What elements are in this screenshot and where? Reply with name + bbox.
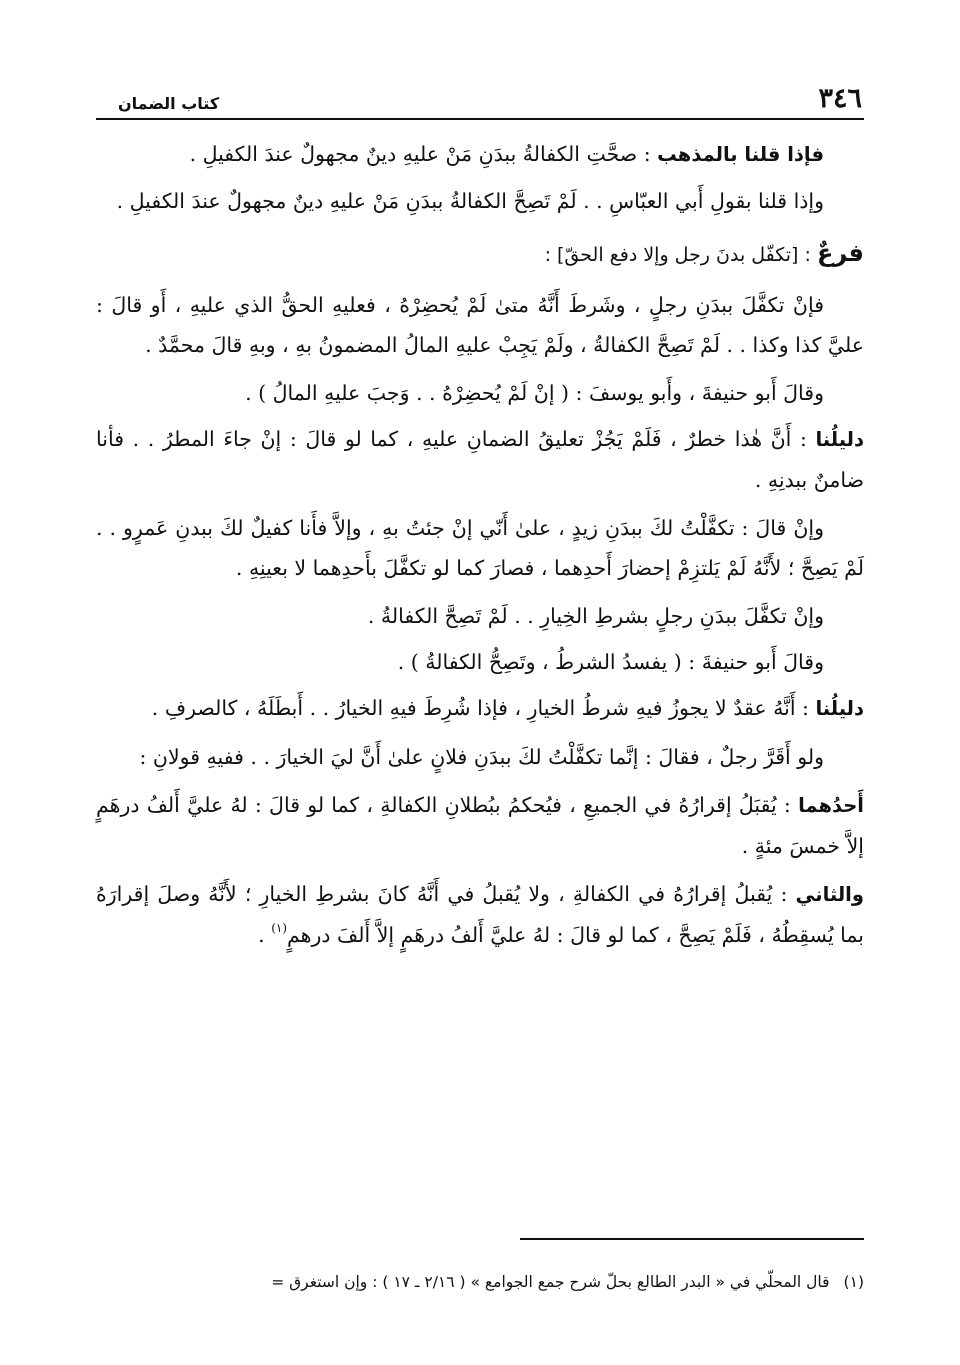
footnote-reference[interactable]: (١): [271, 921, 288, 935]
paragraph-zaid-amr: [96, 508, 864, 588]
paragraph-text: وإنْ تكفَّلَ ببدَنِ رجلٍ بشرطِ الخِيارِ . . لَمْ تَصِحَّ الكفالةُ .: [367, 604, 824, 628]
paragraph-khiyar: [96, 596, 864, 636]
paragraph-text: : أَنَّ هٰذا خطرٌ ، فَلَمْ يَجُزْ تعليقُ الضمانِ عليهِ ، كما لو قالَ : إنْ جاءَ المطرُ . . فأنا ضامنٌ ببدنِهِ .: [96, 427, 864, 492]
paragraph-text: : أَنَّهُ عقدٌ لا يجوزُ فيهِ شرطُ الخيارِ ، فإذا شُرِطَ فيهِ الخيارُ . . أَبطَلَهُ ، كالصرفِ .: [151, 696, 816, 720]
paragraph-text: وإنْ قالَ : تكفَّلْتُ لكَ ببدَنِ زيدٍ ، علىٰ أَنّي إنْ جئتُ بهِ ، وإلاَّ فأَنا كفيلٌ لكَ ببدنِ عَمرٍو . . لَمْ يَصِحَّ ؛ لأَنَّهُ لَمْ يَلتزِمْ إحضارَ أَحدِهما ، فصارَ كما لو تكفَّلَ بأَحدِهما لا بعينِهِ .: [96, 516, 864, 580]
paragraph-kafala-condition: [96, 285, 864, 365]
footnote: [96, 1268, 864, 1296]
paragraph-madhhab: [96, 134, 864, 175]
body-text: [96, 134, 864, 963]
footnote-text: قال المحلّي في « البدر الطالع بحلّ شرح جمع الجوامع » ( ٢/١٦ ـ ١٧ ) : وإن استغرق =: [271, 1273, 830, 1291]
paragraph-lead: دليلُنا: [815, 428, 864, 451]
page-number: ٣٤٦: [818, 83, 862, 114]
paragraph-tail: .: [258, 923, 272, 947]
paragraph-iqrar: [96, 737, 864, 777]
paragraph-text: : يُقبلُ إقرارُهُ في الكفالةِ ، ولا يُقبلُ في أَنَّهُ كانَ بشرطِ الخيارِ ؛ لأَنَّهُ وصلَ إقرارَهُ بما يُسقِطُهُ ، فَلَمْ يَصِحَّ ، كما لو قالَ : لهُ عليَّ أَلفُ درهَمٍ إلاَّ أَلفَ درهمٍ: [96, 882, 864, 947]
paragraph-lead: أَحدُهما: [798, 794, 864, 817]
paragraph-text: : صحَّتِ الكفالةُ ببدَنِ مَنْ عليهِ دينٌ مجهولٌ عندَ الكفيلِ .: [189, 142, 658, 166]
paragraph-text: ولو أَقَرَّ رجلٌ ، فقالَ : إنَّما تكفَّلْتُ لكَ ببدَنِ فلانٍ علىٰ أَنَّ ليَ الخيارَ . . ففيهِ قولانِ :: [139, 745, 824, 769]
paragraph-text: وقالَ أَبو حنيفةَ : ( يفسدُ الشرطُ ، وتَصِحُّ الكفالةُ ) .: [397, 650, 824, 674]
header-rule: [96, 118, 864, 120]
footnote-marker: (١): [843, 1273, 864, 1291]
paragraph-abu-hanifa-2: [96, 642, 864, 682]
section-heading-label: فرعٌ: [816, 239, 864, 267]
paragraph-text: وقالَ أَبو حنيفةَ ، وأَبو يوسفَ : ( إنْ لَمْ يُحضِرْهُ . . وَجبَ عليهِ المالُ ) .: [245, 381, 824, 405]
paragraph-lead: فإذا قلنا بالمذهب: [657, 143, 824, 166]
paragraph-abu-hanifa-1: [96, 373, 864, 413]
paragraph-text: فإنْ تكفَّلَ ببدَنِ رجلٍ ، وشَرطَ أَنَّهُ متىٰ لَمْ يُحضِرْهُ ، فعليهِ الحقُّ الذي عليهِ ، أَو قالَ : عليَّ كذا وكذا . . لَمْ تَصِحَّ الكفالةُ ، ولَمْ يَجِبْ عليهِ المالُ المضمونُ بهِ ، وبهِ قالَ محمَّدٌ .: [96, 293, 864, 357]
running-head: [118, 82, 862, 112]
paragraph-text: : يُقبَلُ إقرارُهُ في الجميعِ ، فيُحكمُ ببُطلانِ الكفالةِ ، كما لو قالَ : لهُ عليَّ أَلفُ درهَمٍ إلاَّ خمسَ مئةٍ .: [96, 793, 864, 858]
paragraph-first-opinion: [96, 785, 864, 866]
section-heading-title: : [تكفّل بدنَ رجل وإلا دفع الحقّ] :: [544, 244, 817, 266]
paragraph-lead: والثاني: [795, 883, 864, 906]
paragraph-evidence-1: [96, 419, 864, 500]
paragraph-abi-abbas: [96, 181, 864, 221]
paragraph-second-opinion: [96, 874, 864, 955]
paragraph-lead: دليلُنا: [815, 697, 864, 720]
footnote-rule: [520, 1238, 864, 1240]
book-title: كتاب الضمان: [118, 94, 220, 113]
paragraph-text: وإذا قلنا بقولِ أَبي العبّاسِ . . لَمْ تَصِحَّ الكفالةُ ببدَنِ مَنْ عليهِ دينٌ مجهولٌ عندَ الكفيلِ .: [116, 189, 824, 213]
paragraph-evidence-2: [96, 688, 864, 729]
section-heading: [96, 233, 864, 275]
